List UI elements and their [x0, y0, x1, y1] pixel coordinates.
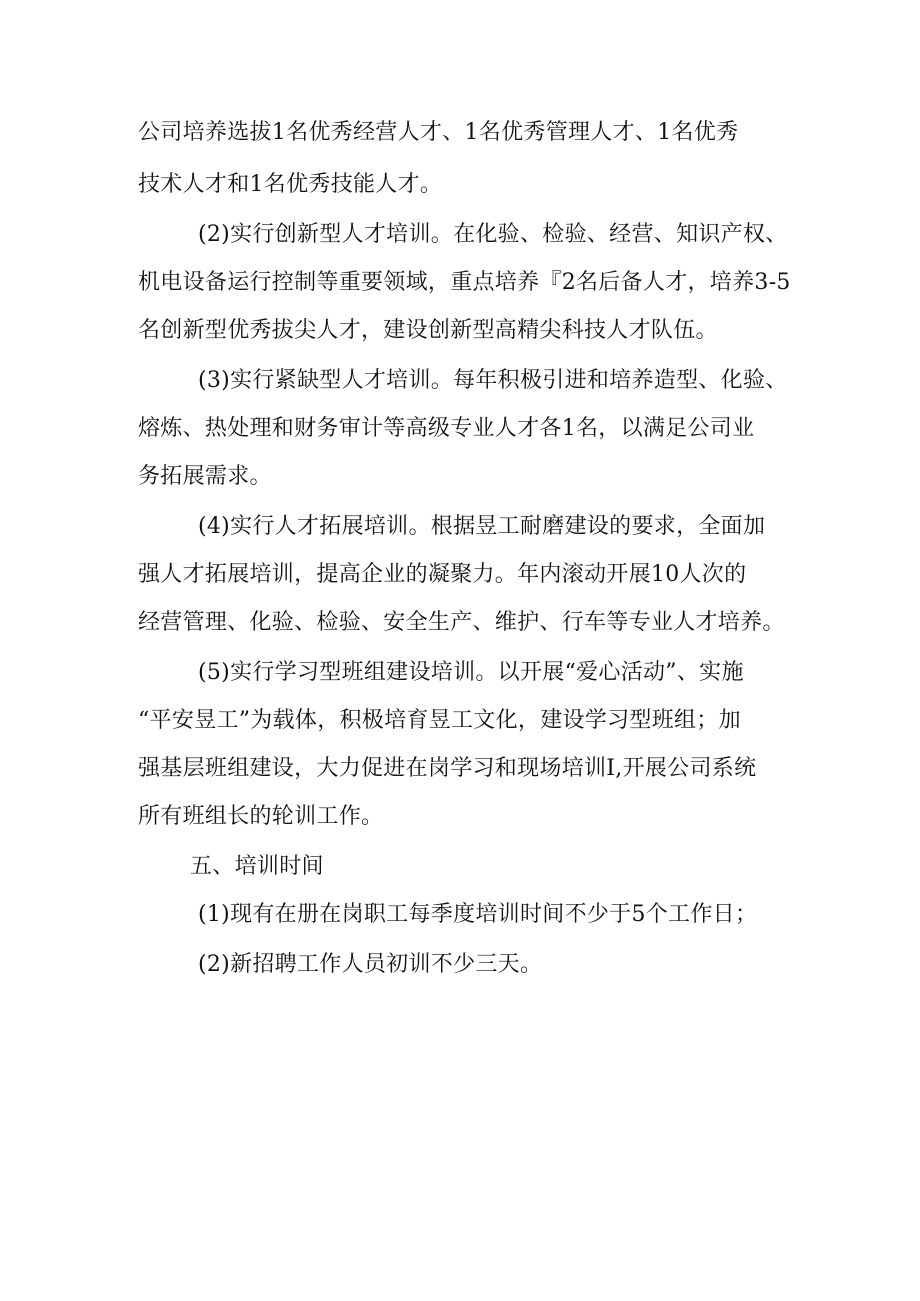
text-line: 机电设备运行控制等重要领域，重点培养『2名后备人才，培养3-5 [138, 270, 791, 295]
text-line: 强人才拓展培训，提高企业的凝聚力。年内滚动开展10人次的 [138, 562, 747, 587]
paragraph-start: (5)实行学习型班组建设培训。以开展“爱心活动”、实施 [198, 660, 744, 685]
text-line: 熔炼、热处理和财务审计等高级专业人才各1名，以满足公司业 [138, 416, 755, 441]
text-line: 强基层班组建设，大力促进在岗学习和现场培训I,开展公司系统 [138, 756, 757, 781]
list-item: (2)新招聘工作人员初训不少三天。 [198, 952, 543, 977]
text-line: 名创新型优秀拔尖人才，建设创新型高精尖科技人才队伍。 [138, 318, 718, 343]
list-item: (1)现有在册在岗职工每季度培训时间不少于5个工作日； [198, 902, 758, 927]
text-line: 公司培养选拔1名优秀经营人才、1名优秀管理人才、1名优秀 [138, 120, 739, 145]
text-line: “平安昱工”为载体，积极培育昱工文化，建设学习型班组；加 [138, 708, 741, 733]
paragraph-start: (3)实行紧缺型人才培训。每年积极引进和培养造型、化验、 [198, 368, 788, 393]
text-line: 经营管理、化验、检验、安全生产、维护、行车等专业人才培养。 [138, 610, 785, 635]
text-line: 务拓展需求。 [138, 464, 272, 489]
text-line: 技术人才和1名优秀技能人才。 [138, 172, 443, 197]
text-line: 所有班组长的轮训工作。 [138, 804, 384, 829]
paragraph-start: (2)实行创新型人才培训。在化验、检验、经营、知识产权、 [198, 222, 788, 247]
paragraph-start: (4)实行人才拓展培训。根据昱工耐磨建设的要求，全面加 [198, 514, 766, 539]
section-heading: 五、培训时间 [190, 854, 324, 879]
